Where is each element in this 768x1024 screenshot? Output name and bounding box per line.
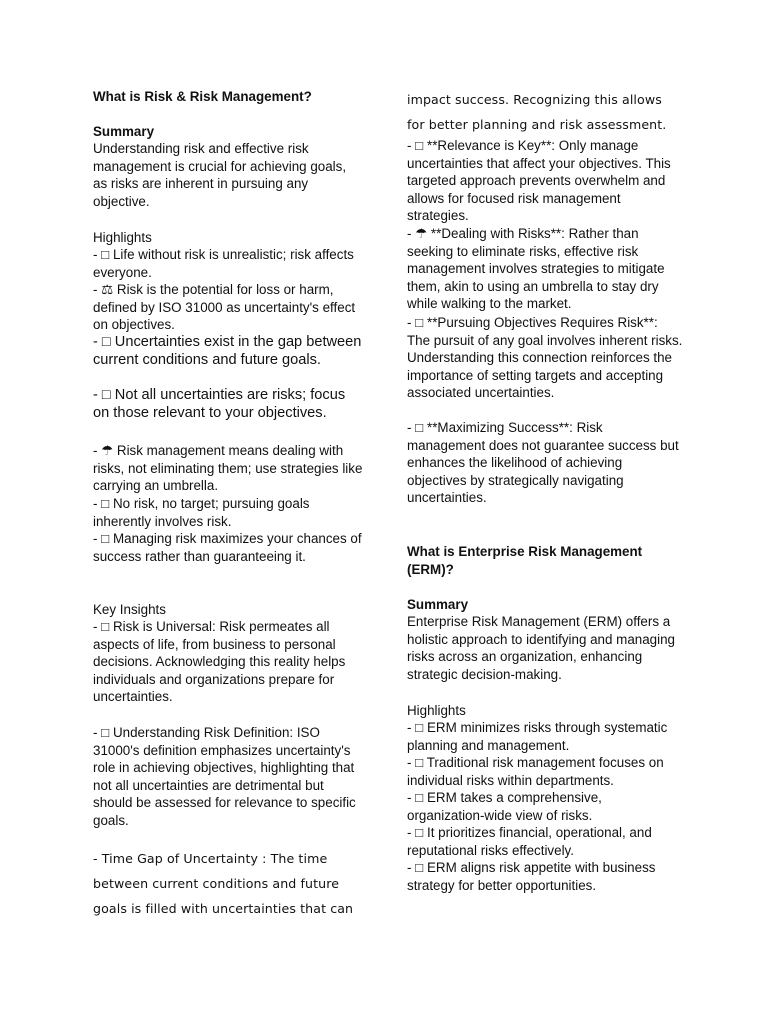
highlight-item: - □ Managing risk maximizes your chances of success rather than guaranteeing it. — [93, 531, 362, 564]
erm-highlight-item: - □ ERM minimizes risks through systematic planning and management. — [407, 720, 668, 753]
erm-summary-heading: Summary — [407, 597, 469, 612]
highlight-item: - □ Life without risk is unrealistic; risk affects everyone. — [93, 247, 354, 280]
highlight-item: - □ Not all uncertainties are risks; focus on those relevant to your objectives. — [93, 387, 346, 421]
highlight-item: - ⚖ Risk is the potential for loss or harm, defined by ISO 31000 as uncertainty's effect on objectives. — [93, 282, 356, 333]
page-title: What is Risk & Risk Management? — [93, 89, 312, 104]
summary-text: Understanding risk and effective risk management is crucial for achieving goals, as risks are inherent in pursuing any objective. — [93, 141, 347, 209]
erm-highlight-item: - □ ERM aligns risk appetite with business strategy for better opportunities. — [407, 860, 656, 893]
insight-item: - □ Understanding Risk Definition: ISO 31000's definition emphasizes uncertainty's role in achieving objectives, highlighting that not all uncertainties are detrimental but should be assessed for relevance to specific goals. — [93, 725, 356, 828]
insight-item: - □ **Maximizing Success**: Risk management does not guarantee success but enhances the likelihood of achieving objectives by strategically navigating uncertainties. — [407, 420, 679, 506]
insight-item: - □ **Relevance is Key**: Only manage uncertainties that affect your objectives. This targeted approach prevents overwhelm and allows for focused risk management strategies. — [407, 138, 671, 224]
highlight-item: - □ No risk, no target; pursuing goals inherently involves risk. — [93, 496, 310, 529]
summary-heading: Summary — [93, 124, 155, 139]
erm-highlight-item: - □ Traditional risk management focuses on individual risks within departments. — [407, 755, 664, 788]
insight-item: - □ Risk is Universal: Risk permeates all aspects of life, from business to personal decisions. Acknowledging this reality helps individuals and organizations prepare for uncertainties. — [93, 619, 346, 705]
highlights-heading: Highlights — [93, 230, 152, 245]
highlight-item: - □ Uncertainties exist in the gap between current conditions and future goals. — [93, 334, 362, 368]
erm-highlight-item: - □ It prioritizes financial, operational, and reputational risks effectively. — [407, 825, 652, 858]
insight-item: - ☂ **Dealing with Risks**: Rather than seeking to eliminate risks, effective risk management involves strategies to mitigate them, akin to using an umbrella to stay dry while walking to the market. — [407, 226, 665, 312]
erm-highlights-heading: Highlights — [407, 703, 466, 718]
erm-summary-text: Enterprise Risk Management (ERM) offers a holistic approach to identifying and managing risks across an organization, enhancing strategic decision-making. — [407, 614, 675, 682]
key-insights-heading: Key Insights — [93, 602, 166, 617]
insight-continuation: impact success. Recognizing this allows for better planning and risk assessment. — [407, 92, 667, 132]
insight-item: - □ **Pursuing Objectives Requires Risk**: The pursuit of any goal involves inherent risks. Understanding this connection reinforces the importance of setting targets and accepting associated uncertainties. — [407, 315, 683, 401]
erm-highlight-item: - □ ERM takes a comprehensive, organization-wide view of risks. — [407, 790, 602, 823]
erm-title: What is Enterprise Risk Management (ERM)? — [407, 544, 643, 577]
insight-item: - Time Gap of Uncertainty : The time between current conditions and future goals is filled with uncertainties that can — [93, 851, 354, 916]
highlight-item: - ☂ Risk management means dealing with risks, not eliminating them; use strategies like carrying an umbrella. — [93, 443, 363, 494]
